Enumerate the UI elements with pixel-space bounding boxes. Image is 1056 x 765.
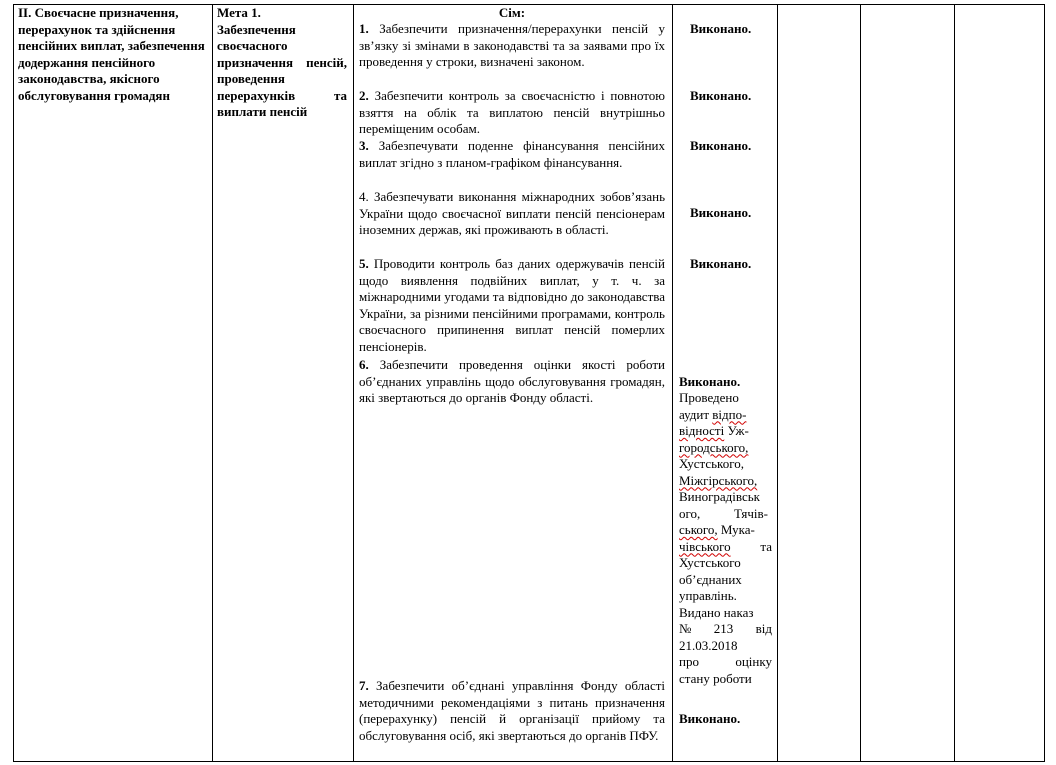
task-item [359, 189, 665, 239]
audit-line: городського, [679, 439, 749, 455]
task-number: 7. [359, 678, 369, 693]
audit-line [679, 522, 774, 539]
audit-line [679, 423, 774, 440]
task-text: Забезпечити проведення оцінки якості роботи об’єднаних управлінь щодо обслуговування громадян, які звертаються до органів Фонду області. [359, 357, 666, 405]
status-label: Виконано. [679, 374, 741, 389]
audit-line: Хустського, [679, 456, 744, 471]
task-item [359, 357, 665, 407]
audit-word: та [760, 538, 772, 554]
audit-line: Міжгірського, [679, 472, 758, 488]
task-text: Забезпечити призначення/перерахунки пенсій у зв’язку зі змінами в законодавстві та за заявами про їх проведення у строки, визначені законом. [359, 21, 666, 69]
column-border [1044, 4, 1045, 762]
audit-word: чівського [679, 538, 731, 554]
status-label: Виконано. [690, 205, 752, 220]
column-border [353, 4, 354, 762]
tasks-header: Сім: [498, 5, 526, 20]
task-item [359, 138, 665, 171]
status-label: Виконано. [690, 256, 752, 271]
status-label: Виконано. [690, 88, 752, 103]
tasks-cell [359, 5, 665, 22]
task-number: 4. [359, 189, 369, 204]
task-text: Проводити контроль баз даних одержувачів пенсій щодо виявлення подвійних виплат, у т. ч. за міжнародними угодами та відповідно до законодавства України, за різними пенсійними програмами, контроль своєчасного припинення виплат пенсій померлих пенсіонерів. [359, 256, 665, 354]
audit-word: № [679, 621, 692, 636]
audit-word: про [679, 654, 699, 669]
goal-title: Мета 1. [217, 5, 261, 20]
task-text: Забезпечити об’єднані управління Фонду області методичними рекомендаціями з питань призначення (перерахунку) пенсій й організації прийому та обслуговування осіб, які звертаються до органів ПФУ. [359, 678, 666, 743]
column-border [954, 4, 955, 762]
goal-text: Забезпечення своєчасного призначення пенсій, проведення перерахунків та виплати пенсій [217, 21, 347, 119]
task-text: Забезпечити контроль за своєчасністю і повнотою взяття на облік та виплатою пенсій внутрішньо переміщеним особам. [359, 88, 666, 136]
audit-line [679, 539, 772, 556]
column-border [672, 4, 673, 762]
column-border [13, 4, 14, 762]
audit-word: ського, [679, 522, 718, 537]
task-number: 5. [359, 256, 369, 271]
goal-cell [217, 5, 347, 121]
audit-word: відпо- [712, 406, 747, 422]
audit-word: аудит [679, 406, 713, 422]
audit-line [679, 621, 772, 638]
audit-line: Виноградівськ [679, 489, 760, 504]
audit-line: Видано наказ [679, 604, 754, 620]
task-text: Забезпечувати виконання міжнародних зобов’язань України щодо своєчасної виплати пенсій пенсіонерам іноземних держав, які проживають в області. [359, 189, 665, 237]
audit-word: 213 [713, 621, 734, 636]
row-border [13, 761, 1045, 762]
column-border [212, 4, 213, 762]
audit-line: 21.03.2018 [679, 637, 738, 653]
audit-line: об’єднаних [679, 571, 742, 587]
objective-text: . Своєчасне призначення, перерахунок та здійснення пенсійних виплат, забезпечення додержання пенсійного законодавства, якісного обслуговування громадян [18, 5, 205, 103]
audit-word: ого, [679, 505, 701, 521]
audit-note [679, 390, 774, 687]
status-label: Виконано. [690, 21, 752, 36]
audit-word: Тячів- [733, 505, 768, 521]
task-item [359, 256, 665, 355]
task-number: 2. [359, 88, 369, 103]
task-number: 3. [359, 138, 369, 153]
status-label: Виконано. [679, 711, 741, 726]
column-border [777, 4, 778, 762]
audit-word: від [755, 621, 772, 636]
task-item [359, 678, 665, 744]
audit-word: оцінку [735, 654, 772, 669]
task-number: 1. [359, 21, 369, 36]
audit-word: відності [679, 423, 725, 438]
audit-line: стану роботи [679, 670, 752, 686]
column-border [860, 4, 861, 762]
task-item [359, 88, 665, 138]
objective-prefix: II [18, 5, 29, 20]
status-label: Виконано. [690, 138, 752, 153]
audit-word: Уж- [724, 423, 749, 438]
audit-line: Хустського [679, 555, 741, 570]
task-text: Забезпечувати поденне фінансування пенсійних виплат згідно з планом-графіком фінансування. [359, 138, 665, 170]
audit-line: Проведено [679, 390, 739, 405]
objective-cell [18, 5, 208, 104]
task-number: 6. [359, 357, 369, 372]
audit-line: управлінь. [679, 588, 737, 603]
audit-line [679, 407, 774, 424]
audit-line [679, 654, 772, 671]
audit-word: Мука- [717, 522, 755, 537]
audit-line [679, 506, 768, 523]
task-item [359, 21, 665, 71]
